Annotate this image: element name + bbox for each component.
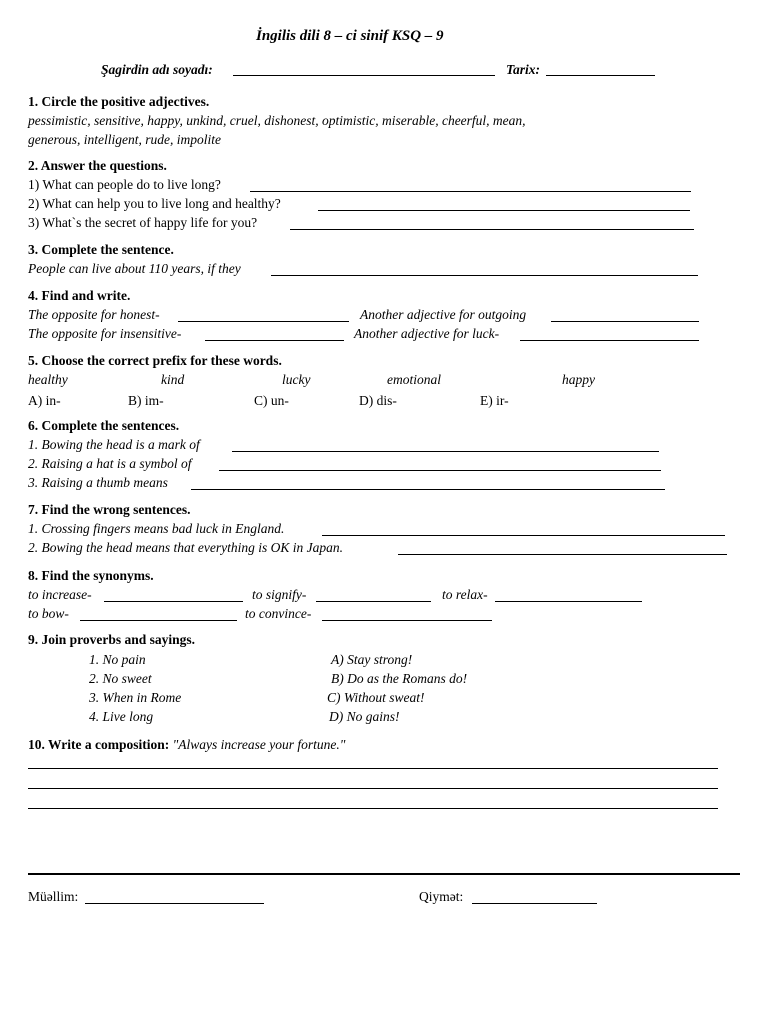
grade-field[interactable] — [472, 903, 597, 904]
q6-sentence-1: 1. Bowing the head is a mark of — [28, 437, 200, 452]
q1-adjectives-line2: generous, intelligent, rude, impolite — [28, 132, 221, 147]
q9-saying-a: A) Stay strong! — [331, 652, 413, 667]
q4-adjective-outgoing-field[interactable] — [551, 321, 699, 322]
q5-option-b[interactable]: B) im- — [128, 393, 164, 408]
q8-relax: to relax- — [442, 587, 488, 602]
q10-topic: "Always increase your fortune." — [172, 737, 346, 752]
q8-relax-field[interactable] — [495, 601, 642, 602]
q2-answer-3-field[interactable] — [290, 229, 694, 230]
q5-option-e[interactable]: E) ir- — [480, 393, 509, 408]
q8-increase-field[interactable] — [104, 601, 243, 602]
q5-word-lucky: lucky — [282, 372, 311, 387]
q3-heading: 3. Complete the sentence. — [28, 242, 174, 257]
composition-line-1[interactable] — [28, 768, 718, 769]
grade-label: Qiymət: — [419, 889, 464, 904]
composition-line-2[interactable] — [28, 788, 718, 789]
q7-sentence-2: 2. Bowing the head means that everything is OK in Japan. — [28, 540, 343, 555]
q8-convince: to convince- — [245, 606, 312, 621]
q9-proverb-3: 3. When in Rome — [89, 690, 182, 705]
q8-increase: to increase- — [28, 587, 92, 602]
student-name-label: Şagirdin adı soyadı: — [101, 62, 213, 77]
q9-proverb-1: 1. No pain — [89, 652, 146, 667]
student-name-field[interactable] — [233, 75, 495, 76]
q6-heading: 6. Complete the sentences. — [28, 418, 180, 433]
q1-heading: 1. Circle the positive adjectives. — [28, 94, 210, 109]
q3-prompt: People can live about 110 years, if they — [28, 261, 241, 276]
date-label: Tarix: — [506, 62, 541, 77]
q7-answer-1-field[interactable] — [322, 535, 725, 536]
q5-word-happy: happy — [562, 372, 595, 387]
q2-question-3: 3) What`s the secret of happy life for you? — [28, 215, 258, 230]
composition-line-3[interactable] — [28, 808, 718, 809]
q5-word-kind: kind — [161, 372, 185, 387]
q4-opposite-honest: The opposite for honest- — [28, 307, 160, 322]
q2-heading: 2. Answer the questions. — [28, 158, 167, 173]
q7-sentence-1: 1. Crossing fingers means bad luck in England. — [28, 521, 285, 536]
footer-divider — [28, 873, 740, 875]
q8-convince-field[interactable] — [322, 620, 492, 621]
q6-sentence-3: 3. Raising a thumb means — [28, 475, 168, 490]
q9-saying-d: D) No gains! — [329, 709, 400, 724]
q4-adjective-luck-field[interactable] — [520, 340, 699, 341]
date-field[interactable] — [546, 75, 655, 76]
q4-opposite-insensitive: The opposite for insensitive- — [28, 326, 182, 341]
q4-opposite-honest-field[interactable] — [178, 321, 349, 322]
teacher-label: Müəllim: — [28, 889, 79, 904]
q5-option-c[interactable]: C) un- — [254, 393, 289, 408]
q2-answer-2-field[interactable] — [318, 210, 690, 211]
q4-opposite-insensitive-field[interactable] — [205, 340, 344, 341]
q9-proverb-4: 4. Live long — [89, 709, 154, 724]
q9-proverb-2: 2. No sweet — [89, 671, 152, 686]
q6-sentence-2: 2. Raising a hat is a symbol of — [28, 456, 192, 471]
q6-answer-2-field[interactable] — [219, 470, 661, 471]
q4-adjective-luck: Another adjective for luck- — [354, 326, 500, 341]
q10-heading: 10. Write a composition: — [28, 737, 170, 752]
q3-answer-field[interactable] — [271, 275, 698, 276]
q8-bow-field[interactable] — [80, 620, 237, 621]
q7-heading: 7. Find the wrong sentences. — [28, 502, 191, 517]
teacher-signature-field[interactable] — [85, 903, 264, 904]
q9-saying-c: C) Without sweat! — [327, 690, 425, 705]
q8-bow: to bow- — [28, 606, 69, 621]
q5-option-d[interactable]: D) dis- — [359, 393, 397, 408]
q5-heading: 5. Choose the correct prefix for these words. — [28, 353, 282, 368]
q9-saying-b: B) Do as the Romans do! — [331, 671, 468, 686]
q4-heading: 4. Find and write. — [28, 288, 131, 303]
q1-adjectives-line1: pessimistic, sensitive, happy, unkind, cruel, dishonest, optimistic, miserable, cheerful, mean, — [28, 113, 526, 128]
q8-signify-field[interactable] — [316, 601, 431, 602]
q5-option-a[interactable]: A) in- — [28, 393, 61, 408]
q2-question-2: 2) What can help you to live long and healthy? — [28, 196, 281, 211]
page-title: İngilis dili 8 – ci sinif KSQ – 9 — [256, 28, 444, 44]
q2-question-1: 1) What can people do to live long? — [28, 177, 221, 192]
q5-word-emotional: emotional — [387, 372, 441, 387]
q6-answer-3-field[interactable] — [191, 489, 665, 490]
q8-heading: 8. Find the synonyms. — [28, 568, 154, 583]
q5-word-healthy: healthy — [28, 372, 68, 387]
q6-answer-1-field[interactable] — [232, 451, 659, 452]
q8-signify: to signify- — [252, 587, 307, 602]
q4-adjective-outgoing: Another adjective for outgoing — [360, 307, 527, 322]
q9-heading: 9. Join proverbs and sayings. — [28, 632, 196, 647]
q2-answer-1-field[interactable] — [250, 191, 691, 192]
q7-answer-2-field[interactable] — [398, 554, 727, 555]
